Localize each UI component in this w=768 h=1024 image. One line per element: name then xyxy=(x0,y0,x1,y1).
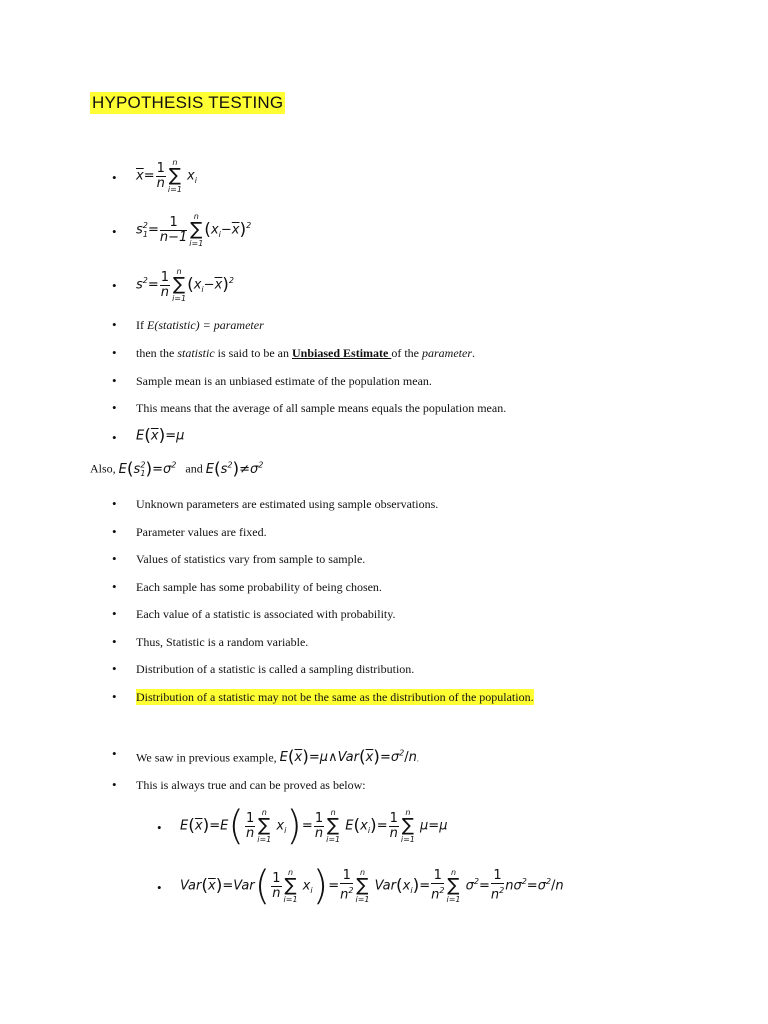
s1-squared: s xyxy=(136,222,143,238)
also-statement: Also, $E(s^2_1)=\sigma^2$ and $E(s^2)\ne\sigma^2$ xyxy=(90,459,264,479)
x-bar: $\overline{x}$ xyxy=(136,168,144,184)
bullet: • xyxy=(112,224,117,239)
bullet: • xyxy=(112,278,117,293)
page-title: HYPOTHESIS TESTING xyxy=(92,93,284,112)
document-page: HYPOTHESIS TESTING • $\overline{x}=$ $\frac{1}{n}$ n ∑ i=1 $x_i$ • $s^2_1=$ $\frac{1}{n-1}$ n ∑ i=1 $(x_i-\overline{x})^2$ • $s^2=$ $\frac{1}{n}$ n ∑ i=1 $(x_i-\overline{x})^2$ • If E(statistic) = parameter • then the statistic is said to be an Unbiased Estimate of the parameter. • Sample mean is an unbiased estimate of the population mean. • This means that the average of all sample means equals the population mean. • $E(\overline{x})=\mu$ Also, $E(s^2_1)=\sigma^2$ and $E(s^2)\ne\sigma^2$ • Unknown parameters are estimated using sample observations. • Parameter values are fixed. • Values of statistics vary from sample to sample. • Each sample has some probability of being chosen. • Each value of a statistic is associated with probability. • Thus, Statistic is a random variable. • Distribution of a statistic is called a sampling distribution. • Distribution of a statistic may not be the same as the distribution of the population. • We saw in previous example, $E(\overline{x})=\mu\wedge Var(\overline{x})=\sigma^2/n$. • This is always true and can be proved as below: • $E(\overline{x})=E$( $\frac{1}{n}$ n ∑ i=1 $x_i)=$ $\frac{1}{n}$ n ∑ i=1 $E(x_i)=$ $\frac{1}{n}$ n ∑ i=1 μ=μ • $Var(\overline{x})=Var$( $\frac{1}{n}$ n ∑ i=1 $x_i)=$ $\frac{1}{n^2}$ n ∑ i=1 $Var(x_i)=$ $\frac{1}{n^2}$ n ∑ i=1 $\sigma^2=$ $\frac{1}{n^2}$ $n\sigma^2=\sigma^2/n$ xyxy=(90,93,564,909)
bullet: • xyxy=(112,170,117,185)
s-squared: s xyxy=(136,277,143,293)
unbiased-estimate-term: Unbiased Estimate xyxy=(292,346,392,360)
